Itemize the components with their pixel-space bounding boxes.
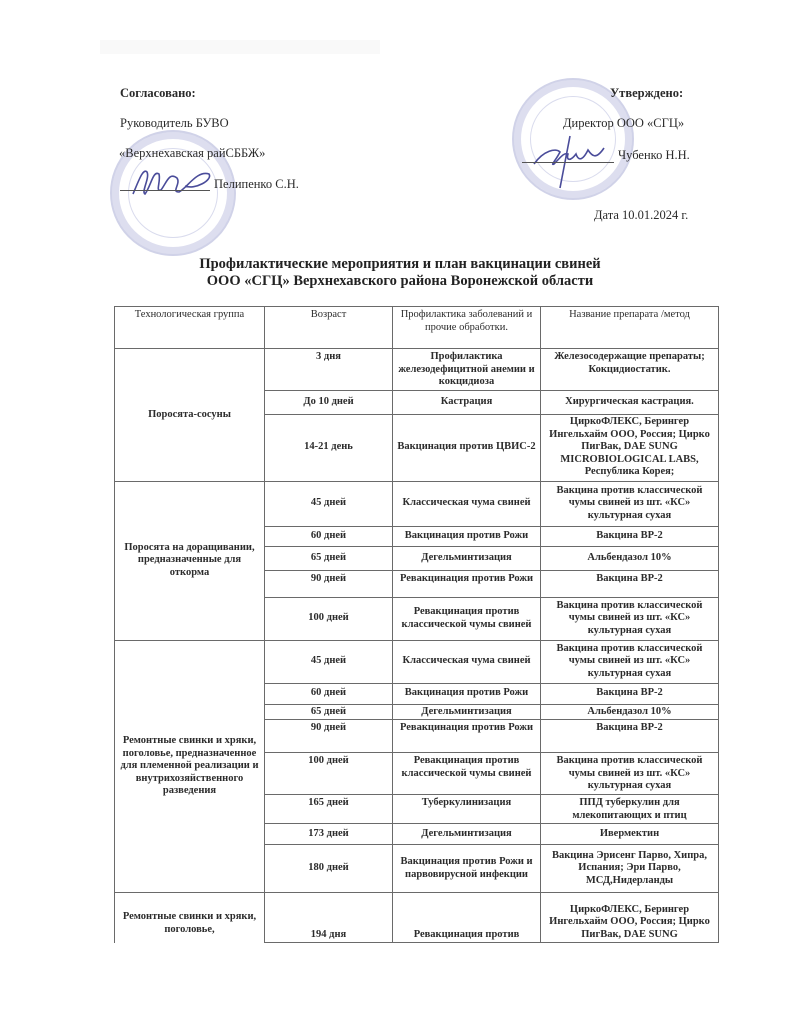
drug-cell: Вакцина против классической чумы свиней из шт. «КС» культурная сухая	[541, 640, 719, 683]
age-cell: 100 дней	[265, 753, 393, 795]
drug-cell: Вакцина Эрисенг Парво, Хипра, Испания; Эри Парво, МСД,Нидерланды	[541, 845, 719, 893]
bleed-through-mark	[100, 40, 380, 54]
measure-cell: Вакцинация против Рожи	[393, 683, 541, 704]
age-cell: 65 дней	[265, 704, 393, 720]
approval-right-heading: Утверждено:	[610, 86, 684, 100]
drug-cell: Вакцина ВР-2	[541, 683, 719, 704]
drug-cell: ЦиркоФЛЕКС, Берингер Ингельхайм ООО, Россия; Цирко ПигВак, DAE SUNG	[541, 893, 719, 943]
age-cell: 165 дней	[265, 795, 393, 824]
drug-cell: Вакцина ВР-2	[541, 720, 719, 753]
measure-cell: Классическая чума свиней	[393, 640, 541, 683]
document-title-line1: Профилактические мероприятия и план вакцинации свиней	[199, 256, 601, 272]
approval-left-position: Руководитель БУВО	[120, 116, 229, 130]
measure-cell: Ревакцинация против	[393, 893, 541, 943]
drug-cell: Альбендазол 10%	[541, 546, 719, 570]
table-row	[115, 893, 719, 943]
drug-cell: Вакцина ВР-2	[541, 570, 719, 597]
approval-date: Дата 10.01.2024 г.	[594, 208, 689, 222]
age-cell: 60 дней	[265, 683, 393, 704]
measure-cell: Ревакцинация против Рожи	[393, 720, 541, 753]
table-row	[115, 640, 719, 683]
approval-left-signatory: Пелипенко С.Н.	[214, 177, 299, 191]
header-drug: Название препарата /метод	[541, 307, 719, 349]
drug-cell: Вакцина ВР-2	[541, 526, 719, 546]
measure-cell: Ревакцинация против классической чумы свиней	[393, 753, 541, 795]
measure-cell: Ревакцинация против Рожи	[393, 570, 541, 597]
measure-cell: Вакцинация против Рожи	[393, 526, 541, 546]
measure-cell: Вакцинация против ЦВИС-2	[393, 414, 541, 481]
header-group: Технологическая группа	[115, 307, 265, 349]
drug-cell: Железосодержащие препараты; Кокцидиостатик.	[541, 349, 719, 391]
measure-cell: Вакцинация против Рожи и парвовирусной инфекции	[393, 845, 541, 893]
group-name: Поросята-сосуны	[115, 349, 265, 482]
drug-cell: Альбендазол 10%	[541, 704, 719, 720]
measure-cell: Ревакцинация против классической чумы свиней	[393, 597, 541, 640]
age-cell: 90 дней	[265, 720, 393, 753]
drug-cell: Вакцина против классической чумы свиней из шт. «КС» культурная сухая	[541, 597, 719, 640]
measure-cell: Дегельминтизация	[393, 824, 541, 845]
measure-cell: Туберкулинизация	[393, 795, 541, 824]
age-cell: До 10 дней	[265, 390, 393, 414]
drug-cell: Ивермектин	[541, 824, 719, 845]
drug-cell: ЦиркоФЛЕКС, Берингер Ингельхайм ООО, Россия; Цирко ПигВак, DAE SUNG MICROBIOLOGICAL LABS, Республика Корея;	[541, 414, 719, 481]
drug-cell: ППД туберкулин для млекопитающих и птиц	[541, 795, 719, 824]
age-cell: 45 дней	[265, 640, 393, 683]
measure-cell: Профилактика железодефицитной анемии и кокцидиоза	[393, 349, 541, 391]
group-name: Поросята на доращивании, предназначенные для откорма	[115, 481, 265, 640]
document-title-line2: ООО «СГЦ» Верхнехавского района Воронежской области	[206, 273, 594, 289]
signature-right-icon	[530, 130, 610, 190]
age-cell: 90 дней	[265, 570, 393, 597]
age-cell: 60 дней	[265, 526, 393, 546]
approval-right-position: Директор ООО «СГЦ»	[563, 116, 685, 130]
age-cell: 173 дней	[265, 824, 393, 845]
drug-cell: Вакцина против классической чумы свиней из шт. «КС» культурная сухая	[541, 481, 719, 526]
table-row	[115, 349, 719, 391]
measure-cell: Дегельминтизация	[393, 704, 541, 720]
vaccination-plan-table	[114, 306, 719, 943]
measure-cell: Дегельминтизация	[393, 546, 541, 570]
age-cell: 65 дней	[265, 546, 393, 570]
drug-cell: Хирургическая кастрация.	[541, 390, 719, 414]
group-name: Ремонтные свинки и хряки, поголовье, предназначенное для племенной реализации и внутрихозяйственного разведения	[115, 640, 265, 893]
signature-line-right	[522, 162, 614, 163]
age-cell: 194 дня	[265, 893, 393, 943]
group-name: Ремонтные свинки и хряки, поголовье,	[115, 893, 265, 943]
header-age: Возраст	[265, 307, 393, 349]
signature-left-icon	[125, 160, 220, 200]
age-cell: 180 дней	[265, 845, 393, 893]
approval-right-signatory: Чубенко Н.Н.	[618, 148, 690, 162]
age-cell: 100 дней	[265, 597, 393, 640]
signature-line-left	[120, 190, 210, 191]
approval-left-heading: Согласовано:	[120, 86, 196, 100]
header-measure: Профилактика заболеваний и прочие обработки.	[393, 307, 541, 349]
drug-cell: Вакцина против классической чумы свиней из шт. «КС» культурная сухая	[541, 753, 719, 795]
measure-cell: Кастрация	[393, 390, 541, 414]
table-row	[115, 481, 719, 526]
age-cell: 45 дней	[265, 481, 393, 526]
age-cell: 3 дня	[265, 349, 393, 391]
age-cell: 14-21 день	[265, 414, 393, 481]
approval-left-organization: «Верхнехавская райСББЖ»	[119, 146, 266, 160]
measure-cell: Классическая чума свиней	[393, 481, 541, 526]
table-header-row	[115, 307, 719, 349]
